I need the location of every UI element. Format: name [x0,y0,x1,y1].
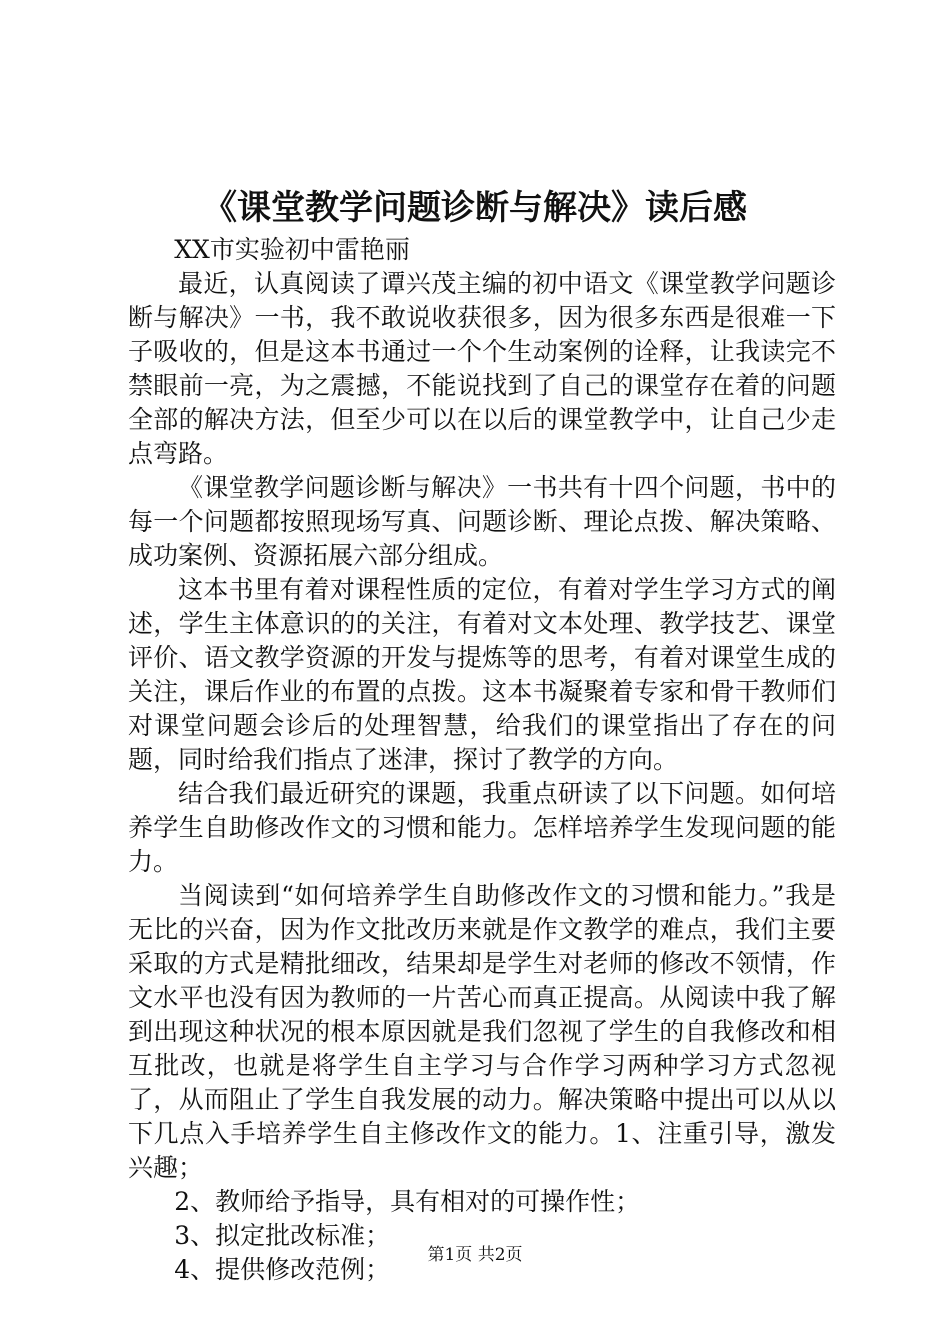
list-item: 3、拟定批改标准； [174,1221,391,1250]
page-footer: 第1页 共2页 [427,1245,523,1265]
list-item: 4、提供修改范例； [174,1255,391,1284]
author-line: XX市实验初中雷艳丽 [174,235,410,264]
list-item: 2、教师给予指导，具有相对的可操作性； [174,1187,641,1216]
paragraph: 《课堂教学问题诊断与解决》一书共有十四个问题，书中的每一个问题都按照现场写真、问题诊断、理论点拨、解决策略、成功案例、资源拓展六部分组成。 [128,473,836,570]
paragraph: 最近，认真阅读了谭兴茂主编的初中语文《课堂教学问题诊断与解决》一书，我不敢说收获很多，因为很多东西是很难一下子吸收的，但是这本书通过一个个生动案例的诠释，让我读完不禁眼前一亮，为之震撼，不能说找到了自己的课堂存在着的问题全部的解决方法，但至少可以在以后的课堂教学中，让自己少走点弯路。 [128,269,836,468]
document-body [128,233,836,1287]
paragraph: 这本书里有着对课程性质的定位，有着对学生学习方式的阐述，学生主体意识的的关注，有着对文本处理、教学技艺、课堂评价、语文教学资源的开发与提炼等的思考，有着对课堂生成的关注，课后作业的布置的点拨。这本书凝聚着专家和骨干教师们对课堂问题会诊后的处理智慧，给我们的课堂指出了存在的问题，同时给我们指点了迷津，探讨了教学的方向。 [128,575,836,774]
paragraph: 当阅读到“如何培养学生自助修改作文的习惯和能力。”我是无比的兴奋，因为作文批改历来就是作文教学的难点，我们主要采取的方式是精批细改，结果却是学生对老师的修改不领情，作文水平也没有因为教师的一片苦心而真正提高。从阅读中我了解到出现这种状况的根本原因就是我们忽视了学生的自我修改和相互批改，也就是将学生自主学习与合作学习两种学习方式忽视了，从而阻止了学生自我发展的动力。解决策略中提出可以从以下几点入手培养学生自主修改作文的能力。1、注重引导，激发兴趣； [128,881,836,1182]
document-title: 《课堂教学问题诊断与解决》读后感 [203,188,747,228]
paragraph: 结合我们最近研究的课题，我重点研读了以下问题。如何培养学生自助修改作文的习惯和能力。怎样培养学生发现问题的能力。 [128,779,836,876]
